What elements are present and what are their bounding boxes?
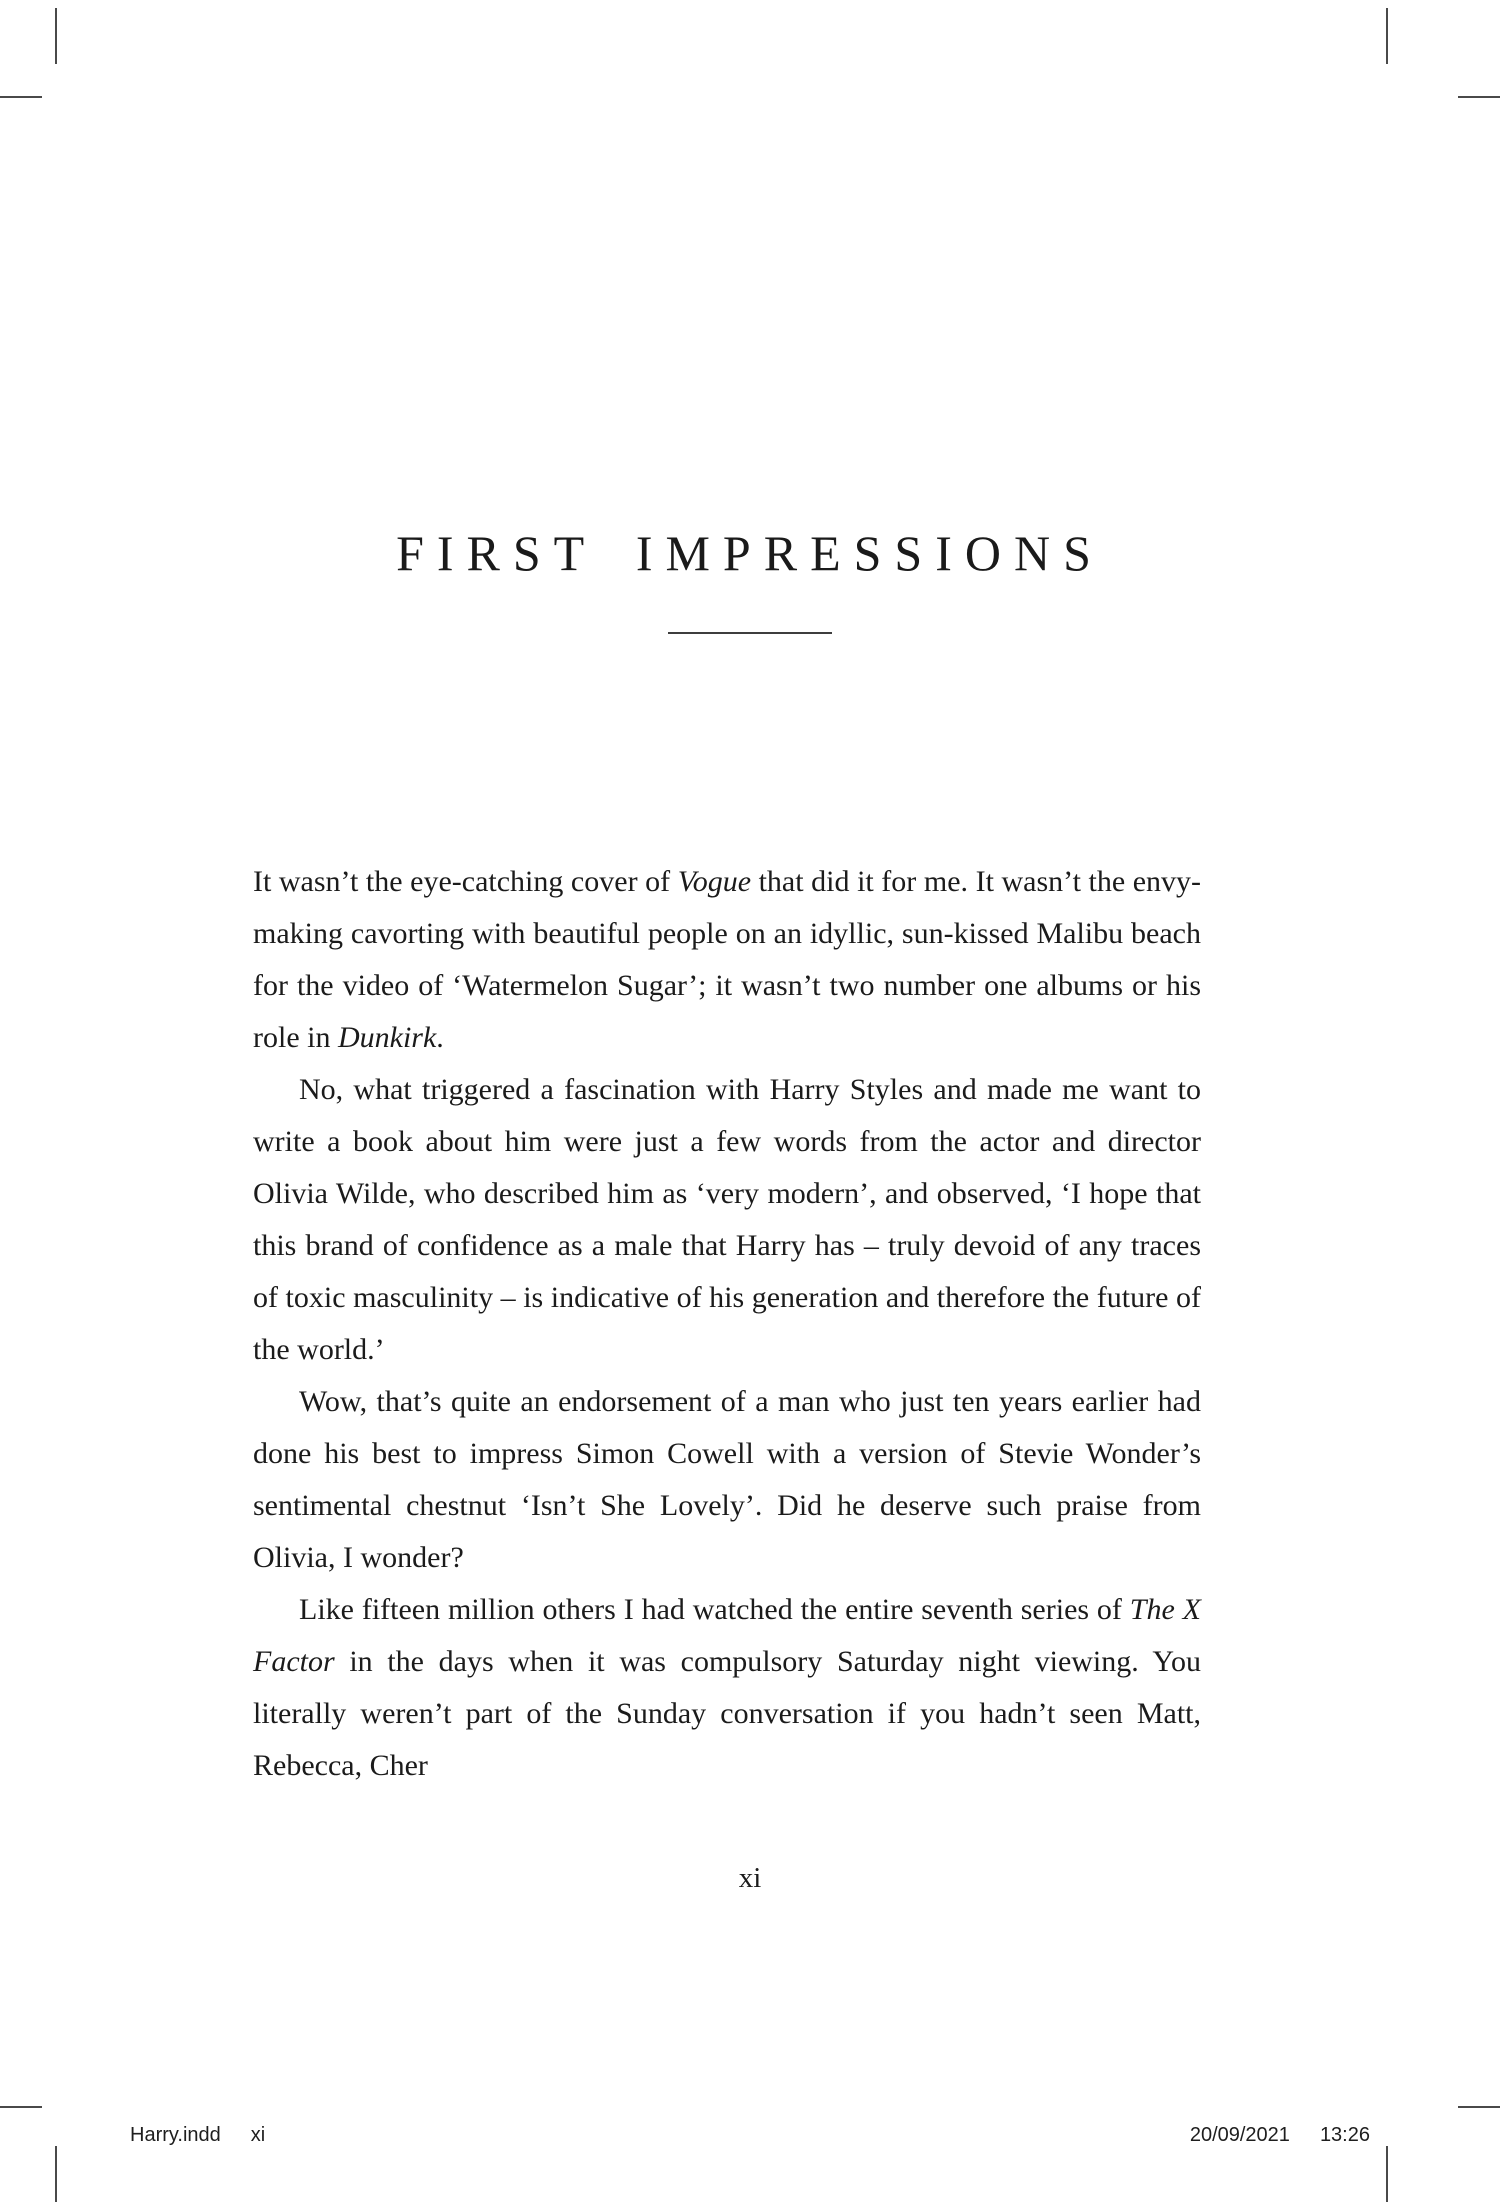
crop-mark-bottom-right-horizontal — [1458, 2106, 1500, 2108]
paragraph — [253, 1064, 1201, 1376]
crop-mark-bottom-right-vertical — [1386, 2146, 1388, 2202]
text-run: that did it for me. It wasn’t the envy-making cavorting with beautiful people on an idyllic, sun-kissed Malibu beach for the video of ‘Watermelon Sugar’; it wasn’t two number one albums or his role in — [253, 865, 1202, 1054]
proof-slug-right — [1190, 2124, 1370, 2147]
chapter-title: FIRST IMPRESSIONS — [396, 525, 1104, 581]
proof-footer — [130, 2124, 1370, 2147]
crop-mark-bottom-left-vertical — [55, 2146, 57, 2202]
title-divider — [668, 632, 832, 634]
crop-mark-top-left-vertical — [55, 8, 57, 64]
proof-slug-date: 20/09/2021 — [1189, 2124, 1290, 2146]
text-run: Wow, that’s quite an endorsement of a man who just ten years earlier had done his best to impress Simon Cowell with a version of Stevie Wonder’s sentimental chestnut ‘Isn’t She Lovely’. Did he deserve such praise from Olivia, I wonder? — [253, 1385, 1201, 1574]
crop-mark-top-left-horizontal — [0, 96, 42, 98]
body-text — [253, 856, 1201, 1792]
proof-slug-page: xi — [250, 2124, 266, 2146]
italic-text-run: The X Factor — [253, 1593, 1201, 1678]
text-run: No, what triggered a fascination with Harry Styles and made me want to write a book about him were just a few words from the actor and director Olivia Wilde, who described him as ‘very modern’, and observed, ‘I hope that this brand of confidence as a male that Harry has – truly devoid of any traces of toxic masculinity – is indicative of his generation and therefore the future of the world.’ — [253, 1073, 1201, 1366]
crop-mark-top-right-vertical — [1386, 8, 1388, 64]
text-run: Like fifteen million others I had watched the entire seventh series of — [299, 1593, 1130, 1626]
text-run: . — [436, 1021, 444, 1054]
crop-mark-top-right-horizontal — [1458, 96, 1500, 98]
proof-slug-filename: Harry.indd — [130, 2124, 221, 2146]
paragraph — [253, 1376, 1201, 1584]
proof-slug-time: 13:26 — [1319, 2124, 1370, 2146]
page-number: xi — [738, 1862, 762, 1894]
paragraph — [253, 1584, 1201, 1792]
text-run: It wasn’t the eye-catching cover of — [253, 865, 678, 898]
text-run: in the days when it was compulsory Saturday night viewing. You literally weren’t part of the Sunday conversation if you hadn’t seen Matt, Rebecca, Cher — [253, 1645, 1201, 1782]
crop-mark-bottom-left-horizontal — [0, 2106, 42, 2108]
proof-slug-left — [130, 2124, 265, 2147]
paragraph — [253, 856, 1201, 1064]
italic-text-run: Vogue — [677, 865, 752, 898]
italic-text-run: Dunkirk — [337, 1021, 437, 1054]
